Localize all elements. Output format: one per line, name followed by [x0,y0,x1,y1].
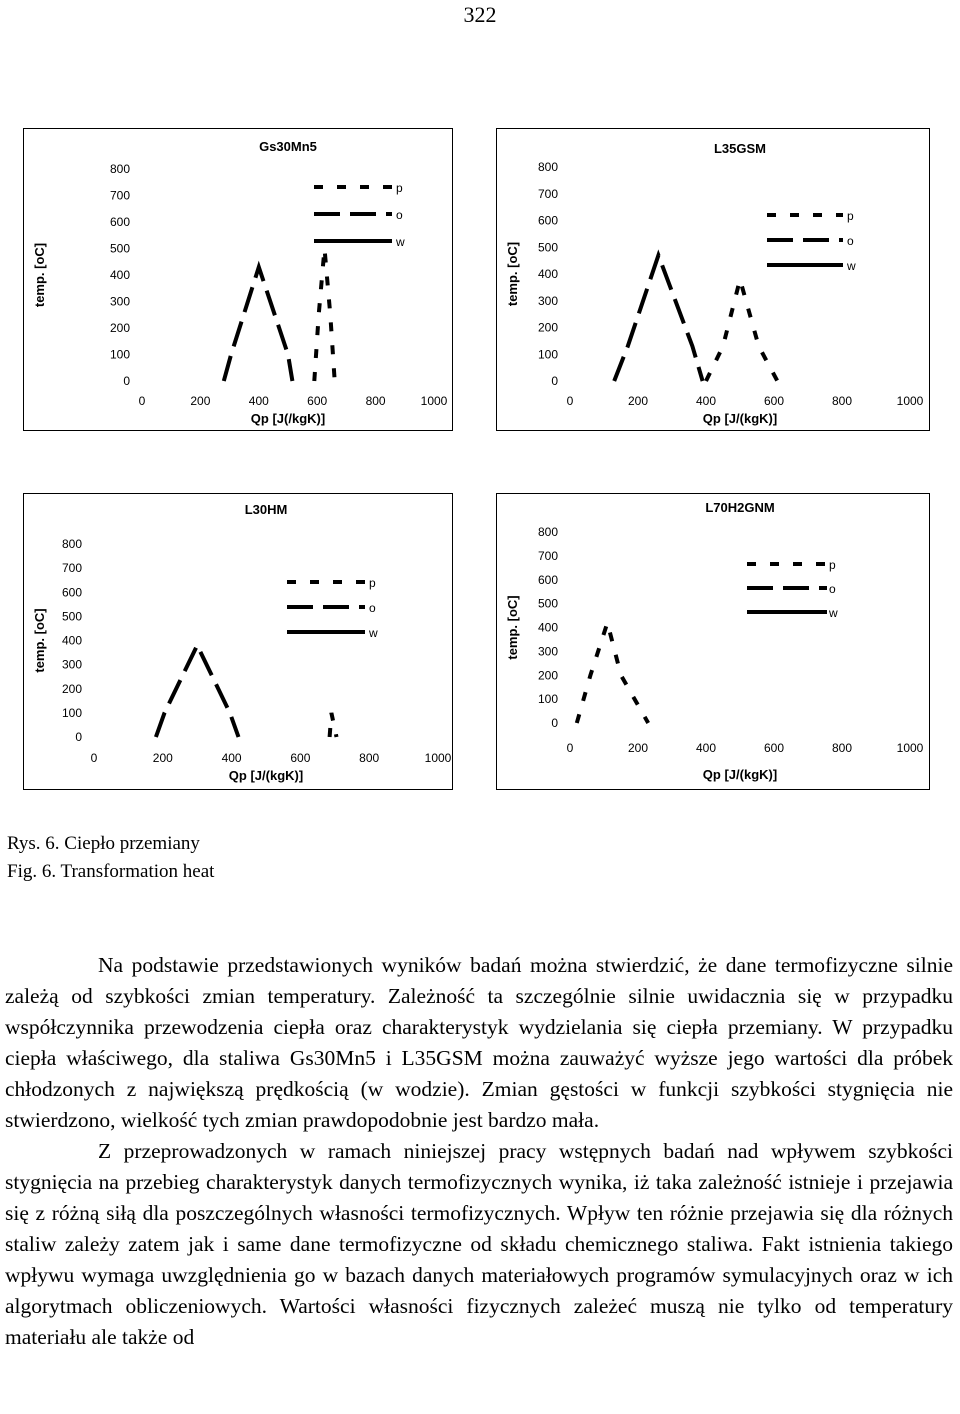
x-tick-label: 0 [566,394,574,408]
x-tick-label: 1000 [896,741,924,755]
y-tick-label: 200 [109,321,130,335]
x-tick-label: 800 [365,394,386,408]
y-tick-label: 400 [537,620,558,635]
y-tick-label: 600 [109,215,130,229]
y-tick-label: 600 [537,213,558,228]
y-tick-label: 100 [537,692,558,707]
legend-label-p: p [396,181,403,195]
legend-label-p: p [369,576,376,590]
legend-label-p: p [829,558,836,572]
x-tick-label: 400 [695,741,717,755]
y-tick-label: 0 [551,374,558,388]
x-axis-label: Qp [J(/kgK)] [250,411,326,426]
y-tick-label: 600 [61,585,82,600]
y-tick-label: 0 [75,730,82,744]
x-tick-label: 600 [763,741,785,755]
chart-l30hm [23,493,453,790]
x-tick-label: 800 [359,751,380,765]
y-tick-label: 100 [61,705,82,720]
y-tick-label: 100 [537,347,558,362]
y-tick-label: 500 [537,596,558,611]
x-tick-label: 600 [307,394,328,408]
y-axis-label: temp. [oC] [32,242,47,308]
legend-label-w: w [369,626,378,640]
y-tick-label: 100 [109,347,130,362]
x-tick-label: 1000 [424,751,452,765]
y-tick-label: 700 [61,561,82,576]
x-tick-label: 0 [90,751,98,765]
x-tick-label: 0 [138,394,146,408]
x-tick-label: 1000 [420,394,448,408]
y-tick-label: 200 [537,320,558,335]
x-tick-label: 200 [152,751,173,765]
y-tick-label: 300 [61,657,82,672]
x-axis-label: Qp [J/(kgK)] [702,411,778,426]
chart-title: Gs30Mn5 [259,139,317,154]
x-tick-label: 1000 [896,394,924,408]
chart-svg [24,129,452,430]
x-tick-label: 400 [695,394,717,408]
legend-label-w: w [396,235,405,249]
page-number: 322 [463,2,497,27]
y-tick-label: 200 [61,681,82,696]
y-tick-label: 700 [537,548,558,563]
paragraph: Na podstawie przedstawionych wyników badań można stwierdzić, że dane termofizyczne silnie zależą od szybkości zmian temperatury. Zależność ta szczególnie silnie uwidacznia się w przypadku współczynnika przewodzenia ciepła oraz charakterystyk wydzielania się ciepła przemiany. W przypadku ciepła właściwego, dla staliwa Gs30Mn5 i L35GSM można zauważyć wyższe jego wartości dla próbek chłodzonych z największą prędkością (w wodzie). Zmian gęstości w funkcji szybkości stygnięcia nie stwierdzono, wielkość tych zmian prawdopodobnie jest bardzo mała. [5,953,953,1132]
y-tick-label: 400 [109,268,130,282]
x-tick-label: 800 [831,741,853,755]
paragraph: Z przeprowadzonych w ramach niniejszej pracy wstępnych badań nad wpływem szybkości stygnięcia na przebieg charakterystyk danych termofizycznych wynika, iż taka zależność istnieje i przejawia się z różną siłą dla poszczególnych własności termofizycznych. Wpływ ten różnie przejawia się dla różnych staliw zależy zatem jak i same dane termofizyczne od składu chemicznego staliwa. Fakt istnienia takiego wpływu wymaga uwzględnienia go w bazach danych materiałowych programów symulacyjnych oraz w ich algorytmach obliczeniowych. Wartości własności fizycznych zależeć muszą nie tylko od temperatury materiału ale także od [5,1139,953,1349]
x-tick-label: 400 [248,394,269,408]
y-tick-label: 700 [537,186,558,201]
chart-l70h2gnm [496,493,930,790]
legend-label-o: o [847,234,854,248]
y-tick-label: 800 [109,162,130,176]
x-tick-label: 800 [831,394,853,408]
series-line-o [156,645,239,737]
chart-title: L30HM [244,502,288,517]
y-tick-label: 800 [61,537,82,551]
chart-title: L70H2GNM [705,500,775,515]
y-tick-label: 500 [109,241,130,256]
x-tick-label: 400 [221,751,242,765]
legend-label-o: o [369,601,376,615]
chart-gs30mn5 [23,128,453,431]
y-tick-label: 800 [537,525,558,539]
chart-svg [497,129,929,430]
chart-title: L35GSM [713,141,767,156]
y-tick-label: 200 [537,668,558,683]
figure-caption-en: Fig. 6. Transformation heat [7,861,215,882]
chart-l35gsm [496,128,930,431]
x-axis-label: Qp [J/(kgK)] [702,767,778,782]
x-tick-label: 200 [190,394,211,408]
x-tick-label: 600 [763,394,785,408]
x-tick-label: 200 [627,741,649,755]
series-line-o [224,267,293,381]
y-tick-label: 700 [109,188,130,203]
y-tick-label: 300 [109,294,130,309]
chart-svg [497,494,929,789]
figure-caption-pl: Rys. 6. Ciepło przemiany [7,833,200,854]
x-axis-label: Qp [J/(kgK)] [228,768,304,783]
legend-label-o: o [829,582,836,596]
legend-label-w: w [829,606,838,620]
y-axis-label: temp. [oC] [32,608,47,673]
x-tick-label: 0 [566,741,574,755]
y-tick-label: 300 [537,293,558,308]
series-line-p [577,623,648,723]
y-tick-label: 600 [537,572,558,587]
series-line-p [314,249,334,382]
y-tick-label: 500 [537,240,558,255]
y-axis-label: temp. [oC] [505,241,520,307]
body-text [5,950,953,1353]
y-tick-label: 500 [61,609,82,624]
y-tick-label: 0 [551,716,558,730]
chart-svg [24,494,452,789]
x-tick-label: 600 [290,751,311,765]
y-tick-label: 0 [123,374,130,388]
x-tick-label: 200 [627,394,649,408]
y-tick-label: 800 [537,160,558,174]
series-line-p [330,713,337,737]
y-axis-label: temp. [oC] [505,595,520,660]
y-tick-label: 400 [537,267,558,281]
series-line-p [706,279,777,381]
legend-label-p: p [847,209,854,223]
y-tick-label: 400 [61,633,82,648]
legend-label-o: o [396,208,403,222]
legend-label-w: w [847,259,856,273]
series-line-o [614,255,702,381]
y-tick-label: 300 [537,644,558,659]
